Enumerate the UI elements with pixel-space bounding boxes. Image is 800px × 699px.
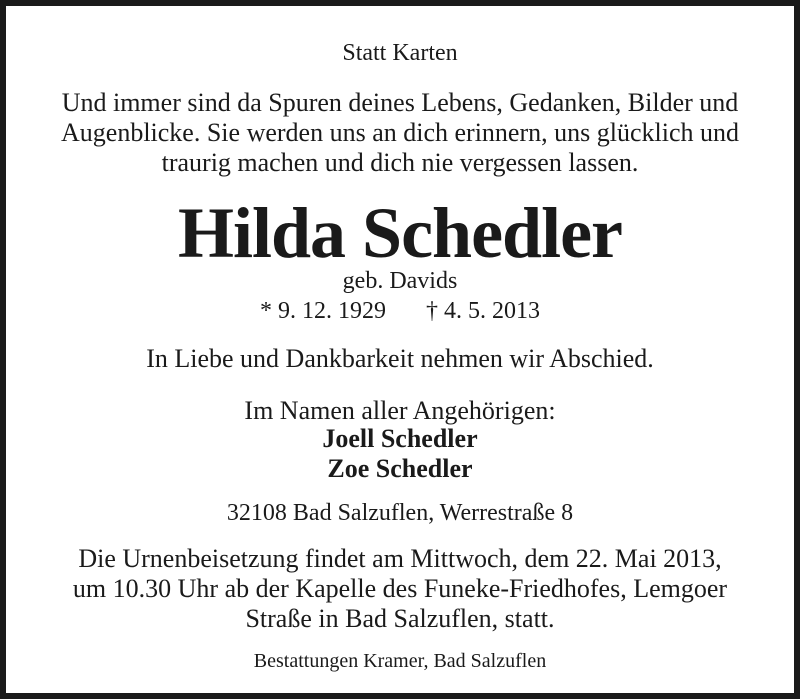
life-dates [6,298,794,325]
birth-date: * 9. 12. 1929 [260,298,386,324]
verse-line: Und immer sind da Spuren deines Lebens, Gedanken, Bilder und [61,88,739,117]
relatives-intro: Im Namen aller Angehörigen: [244,396,556,425]
verse-line: traurig machen und dich nie vergessen lassen. [161,148,639,177]
address-text: 32108 Bad Salzuflen, Werrestraße 8 [226,500,574,526]
verse-line: Augenblicke. Sie werden uns an dich erinnern, uns glücklich und [61,118,739,147]
deceased-name: Hilda Schedler [177,193,622,273]
relative-name: Zoe Schedler [327,454,473,483]
relative-name: Joell Schedler [322,424,478,453]
farewell-text: In Liebe und Dankbarkeit nehmen wir Abschied. [146,344,654,373]
maiden-name: geb. Davids [342,268,458,294]
ceremony-line: Straße in Bad Salzuflen, statt. [245,604,555,633]
ceremony-line: Die Urnenbeisetzung findet am Mittwoch, dem 22. Mai 2013, [78,544,722,573]
undertaker-text: Bestattungen Kramer, Bad Salzuflen [253,650,547,672]
death-date: † 4. 5. 2013 [426,298,540,324]
ceremony-line: um 10.30 Uhr ab der Kapelle des Funeke-Friedhofes, Lemgoer [72,574,728,603]
header-text: Statt Karten [342,40,458,66]
